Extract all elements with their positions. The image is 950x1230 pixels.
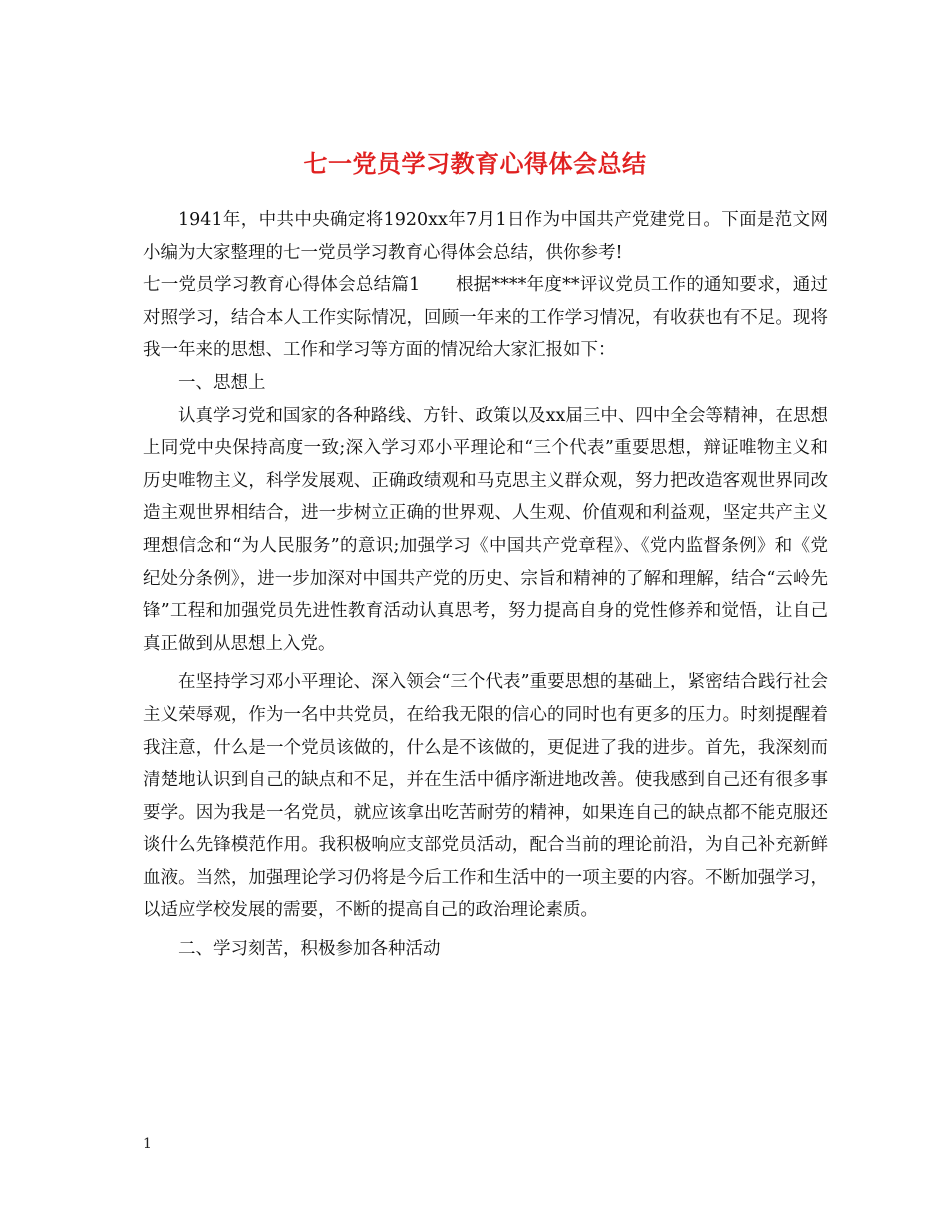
section-heading-thought: 一、思想上 xyxy=(178,372,266,393)
document-title: 七一党员学习教育心得体会总结 xyxy=(303,149,647,179)
intro-paragraph: 1941年，中共中央确定将1920xx年7月1日作为中国共产党建党日。下面是范文网小编为大家整理的七一党员学习教育心得体会总结，供你参考! xyxy=(143,210,828,263)
document-body xyxy=(143,204,828,966)
body-paragraph: 在坚持学习邓小平理论、深入领会“三个代表”重要思想的基础上，紧密结合践行社会主义荣辱观，作为一名中共党员，在给我无限的信心的同时也有更多的压力。时刻提醒着我注意，什么是一个党员该做的，什么是不该做的，更促进了我的进步。首先，我深刻而清楚地认识到自己的缺点和不足，并在生活中循序渐进地改善。使我感到自己还有很多事要学。因为我是一名党员，就应该拿出吃苦耐劳的精神，如果连自己的缺点都不能克服还谈什么先锋模范作用。我积极响应支部党员活动，配合当前的理论前沿，为自己补充新鲜血液。当然，加强理论学习仍将是今后工作和生活中的一项主要的内容。不断加强学习，以适应学校发展的需要，不断的提高自己的政治理论素质。 xyxy=(143,672,828,921)
section-heading-study: 二、学习刻苦，积极参加各种活动 xyxy=(178,939,441,960)
body-paragraph: 认真学习党和国家的各种路线、方针、政策以及xx届三中、四中全会等精神，在思想上同党中央保持高度一致;深入学习邓小平理论和“三个代表”重要思想，辩证唯物主义和历史唯物主义，科学发展观、正确政绩观和马克思主义群众观，努力把改造客观世界同改造主观世界相结合，进一步树立正确的世界观、人生观、价值观和利益观，坚定共产主义理想信念和“为人民服务”的意识;加强学习《中国共产党章程》、《党内监督条例》和《党纪处分条例》，进一步加深对中国共产党的历史、宗旨和精神的了解和理解，结合“云岭先锋”工程和加强党员先进性教育活动认真思考，努力提高自身的党性修养和觉悟，让自己真正做到从思想上入党。 xyxy=(143,405,828,654)
section-intro-paragraph: 七一党员学习教育心得体会总结篇1 根据****年度**评议党员工作的通知要求，通过对照学习，结合本人工作实际情况，回顾一年来的工作学习情况，有收获也有不足。现将我一年来的思想、工作和学习等方面的情况给大家汇报如下： xyxy=(143,275,828,361)
page-number: 1 xyxy=(143,1136,152,1152)
